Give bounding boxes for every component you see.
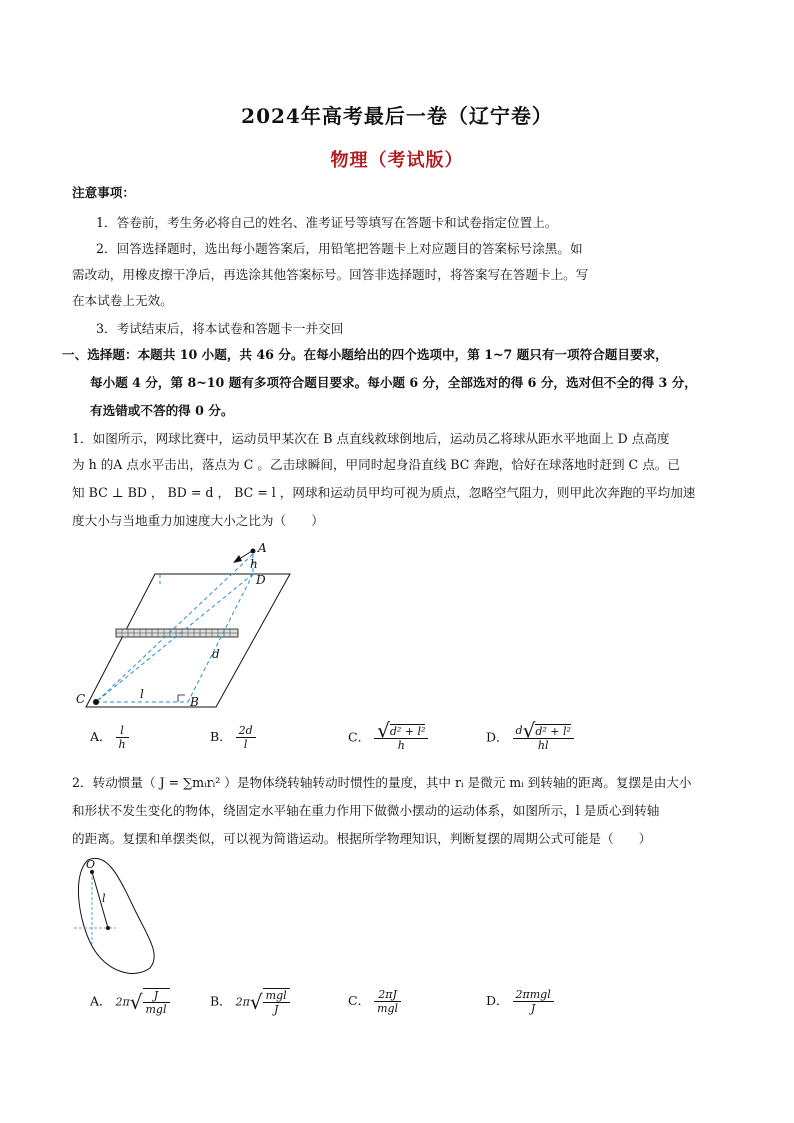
q1-option-a[interactable]: A． $\frac{l}{h}$ — [90, 724, 129, 751]
q2-line-1: 2．转动惯量（ J = ∑mᵢrᵢ² ）是物体绕转轴转动时惯性的量度，其中 rᵢ 是微元 mᵢ 到转轴的距离。复摆是由大小 — [72, 775, 692, 790]
q1-line-3: 知 BC ⊥ BD ， BD = d ， BC = l ，网球和运动员甲均可视为质点，忽略空气阻力，则甲此次奔跑的平均加速 — [72, 485, 696, 500]
page-subtitle: 物理（考试版） — [330, 150, 464, 171]
q2-option-b[interactable]: B． 2π√ $\frac{\text{mgl}}{J}$ — [210, 988, 290, 1016]
notice-heading: 注意事项： — [72, 185, 135, 200]
notice-item-2: 2．回答选择题时，选出每小题答案后，用铅笔把答题卡上对应题目的答案标号涂黑。如 — [96, 241, 583, 256]
q1-option-c[interactable]: C． $\frac{\text{√d² + l²}}{h}$ — [348, 724, 428, 752]
q1-label-D: D — [256, 573, 266, 587]
section-heading-line-2: 每小题 4 分，第 8~10 题有多项符合题目要求。每小题 6 分，全部选对的得 6 分，选对但不全的得 3 分， — [90, 375, 697, 390]
q2-line-2: 和形状不发生变化的物体，绕固定水平轴在重力作用下做微小摆动的运动体系，如图所示，l 是质心到转轴 — [72, 803, 660, 818]
q2-option-a[interactable]: A． 2π√ $\frac{J}{\text{mgl}}$ — [90, 988, 170, 1016]
q1-label-h: h — [250, 557, 258, 571]
q2-line-3: 的距离。复摆和单摆类似，可以视为简谐运动。根据所学物理知识，判断复摆的周期公式可能是（ ） — [72, 831, 652, 846]
section-heading-line-3: 有选错或不答的得 0 分。 — [90, 403, 234, 418]
q1-line-4: 度大小与当地重力加速度大小之比为（ ） — [72, 513, 324, 528]
q2-option-d[interactable]: D． $\frac{\text{2πmgl}}{J}$ — [486, 988, 554, 1015]
q2-label-O: O — [86, 858, 96, 871]
q1-label-A: A — [258, 541, 267, 555]
q1-label-B: B — [190, 695, 199, 709]
q1-label-l: l — [140, 687, 144, 701]
notice-item-2-end: 在本试卷上无效。 — [72, 293, 173, 308]
notice-item-1: 1．答卷前，考生务必将自己的姓名、准考证号等填写在答题卡和试卷指定位置上。 — [96, 215, 558, 230]
notice-item-2-cont: 需改动，用橡皮擦干净后，再选涂其他答案标号。回答非选择题时，将答案写在答题卡上。写 — [72, 267, 589, 282]
q1-option-b[interactable]: B． $\frac{2d}{l}$ — [210, 724, 256, 751]
q2-compound-pendulum-figure — [66, 854, 176, 978]
q2-option-c[interactable]: C． $\frac{2\pi J}{\text{mgl}}$ — [348, 988, 401, 1015]
q1-label-d: d — [212, 647, 220, 661]
q1-tennis-court-figure — [70, 540, 300, 715]
q1-line-1: 1．如图所示，网球比赛中，运动员甲某次在 B 点直线救球倒地后，运动员乙将球从距水平地面上 D 点高度 — [72, 431, 670, 446]
q1-option-d[interactable]: D． $\frac{\text{d√d² + l²}}{hl}$ — [486, 724, 574, 752]
page-title: 2024年高考最后一卷（辽宁卷） — [241, 104, 553, 128]
q1-line-2: 为 h 的A 点水平击出，落点为 C 。乙击球瞬间，甲同时起身沿直线 BC 奔跑，恰好在球落地时赶到 C 点。已 — [72, 457, 680, 472]
notice-item-3: 3．考试结束后，将本试卷和答题卡一并交回 — [96, 321, 344, 336]
q2-label-l: l — [102, 892, 106, 905]
q1-label-C: C — [76, 692, 86, 706]
section-heading-line-1: 一、选择题：本题共 10 小题，共 46 分。在每小题给出的四个选项中，第 1~7 题只有一项符合题目要求， — [62, 347, 668, 362]
